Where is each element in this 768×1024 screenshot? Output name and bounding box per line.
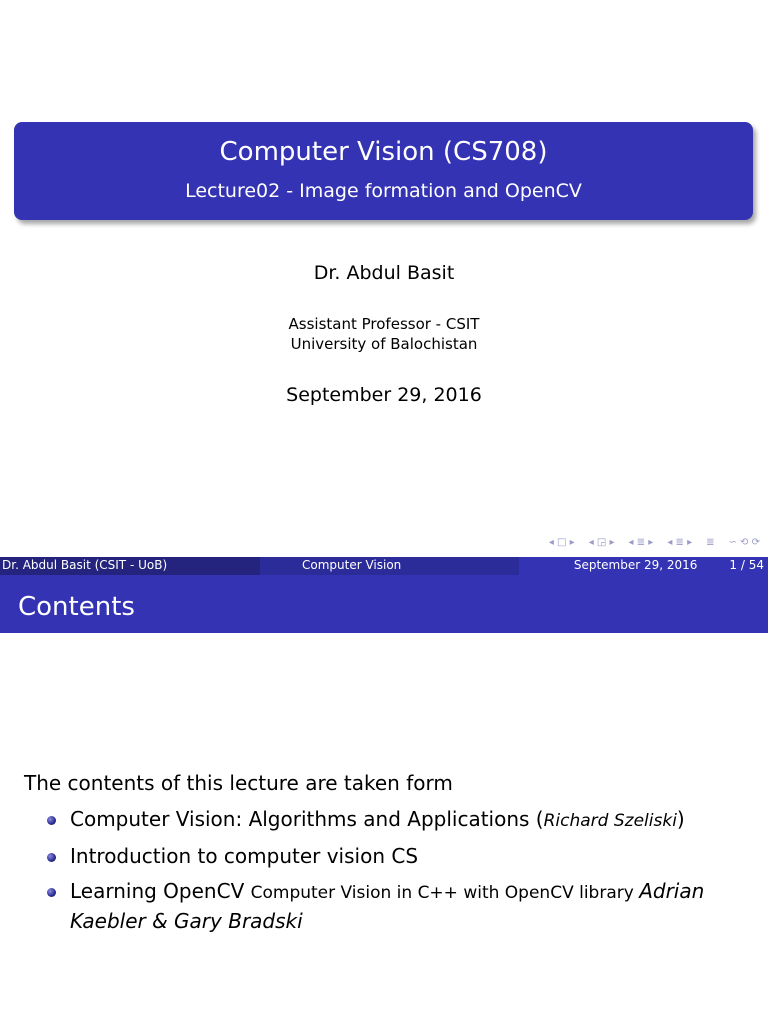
nav-equiv-icon[interactable]: ≣: [706, 537, 715, 548]
list-item: Computer Vision: Algorithms and Applications (Richard Szeliski): [46, 805, 746, 835]
frame-title: Contents: [0, 575, 768, 633]
footer-title: Computer Vision: [260, 557, 519, 575]
beamer-navigation: [549, 537, 760, 548]
footer-right: [519, 557, 768, 575]
nav-subsubsection-icon[interactable]: ◂ ≣ ▸: [667, 537, 693, 548]
footer-author: Dr. Abdul Basit (CSIT - UoB): [0, 557, 260, 575]
footer-date: September 29, 2016: [573, 558, 698, 572]
bullet-icon: [47, 853, 56, 862]
list-item: Introduction to computer vision CS: [46, 842, 746, 870]
author-name: Richard Szeliski: [543, 811, 677, 831]
nav-search-icon[interactable]: ∽ ⟲ ⟳: [728, 537, 760, 548]
presentation-title: Computer Vision (CS708): [219, 137, 548, 167]
list-item: Learning OpenCV Computer Vision in C++ with OpenCV library Adrian Kaebler & Gary Bradski: [46, 877, 746, 935]
nav-section-icon[interactable]: ◂ ≣ ▸: [628, 537, 654, 548]
nav-subsection-icon[interactable]: ◂ ◲ ▸: [588, 537, 615, 548]
author-name: Dr. Abdul Basit: [313, 262, 455, 284]
slide-footer: [0, 557, 768, 575]
bullet-icon: [47, 888, 56, 897]
intro-text: The contents of this lecture are taken form: [24, 771, 453, 795]
contents-slide: [0, 557, 768, 1024]
contents-list: [46, 805, 746, 942]
nav-frame-icon[interactable]: ◂ □ ▸: [548, 537, 575, 548]
bullet-icon: [47, 816, 56, 825]
footer-page-number: 1 / 54: [729, 558, 764, 572]
presentation-subtitle: Lecture02 - Image formation and OpenCV: [185, 180, 582, 202]
affiliation-line2: University of Balochistan: [290, 335, 478, 353]
author-names: Adrian Kaebler & Gary Bradski: [70, 879, 705, 933]
title-block: [14, 122, 753, 220]
presentation-date: September 29, 2016: [286, 384, 482, 406]
affiliation-line1: Assistant Professor - CSIT: [288, 315, 480, 333]
